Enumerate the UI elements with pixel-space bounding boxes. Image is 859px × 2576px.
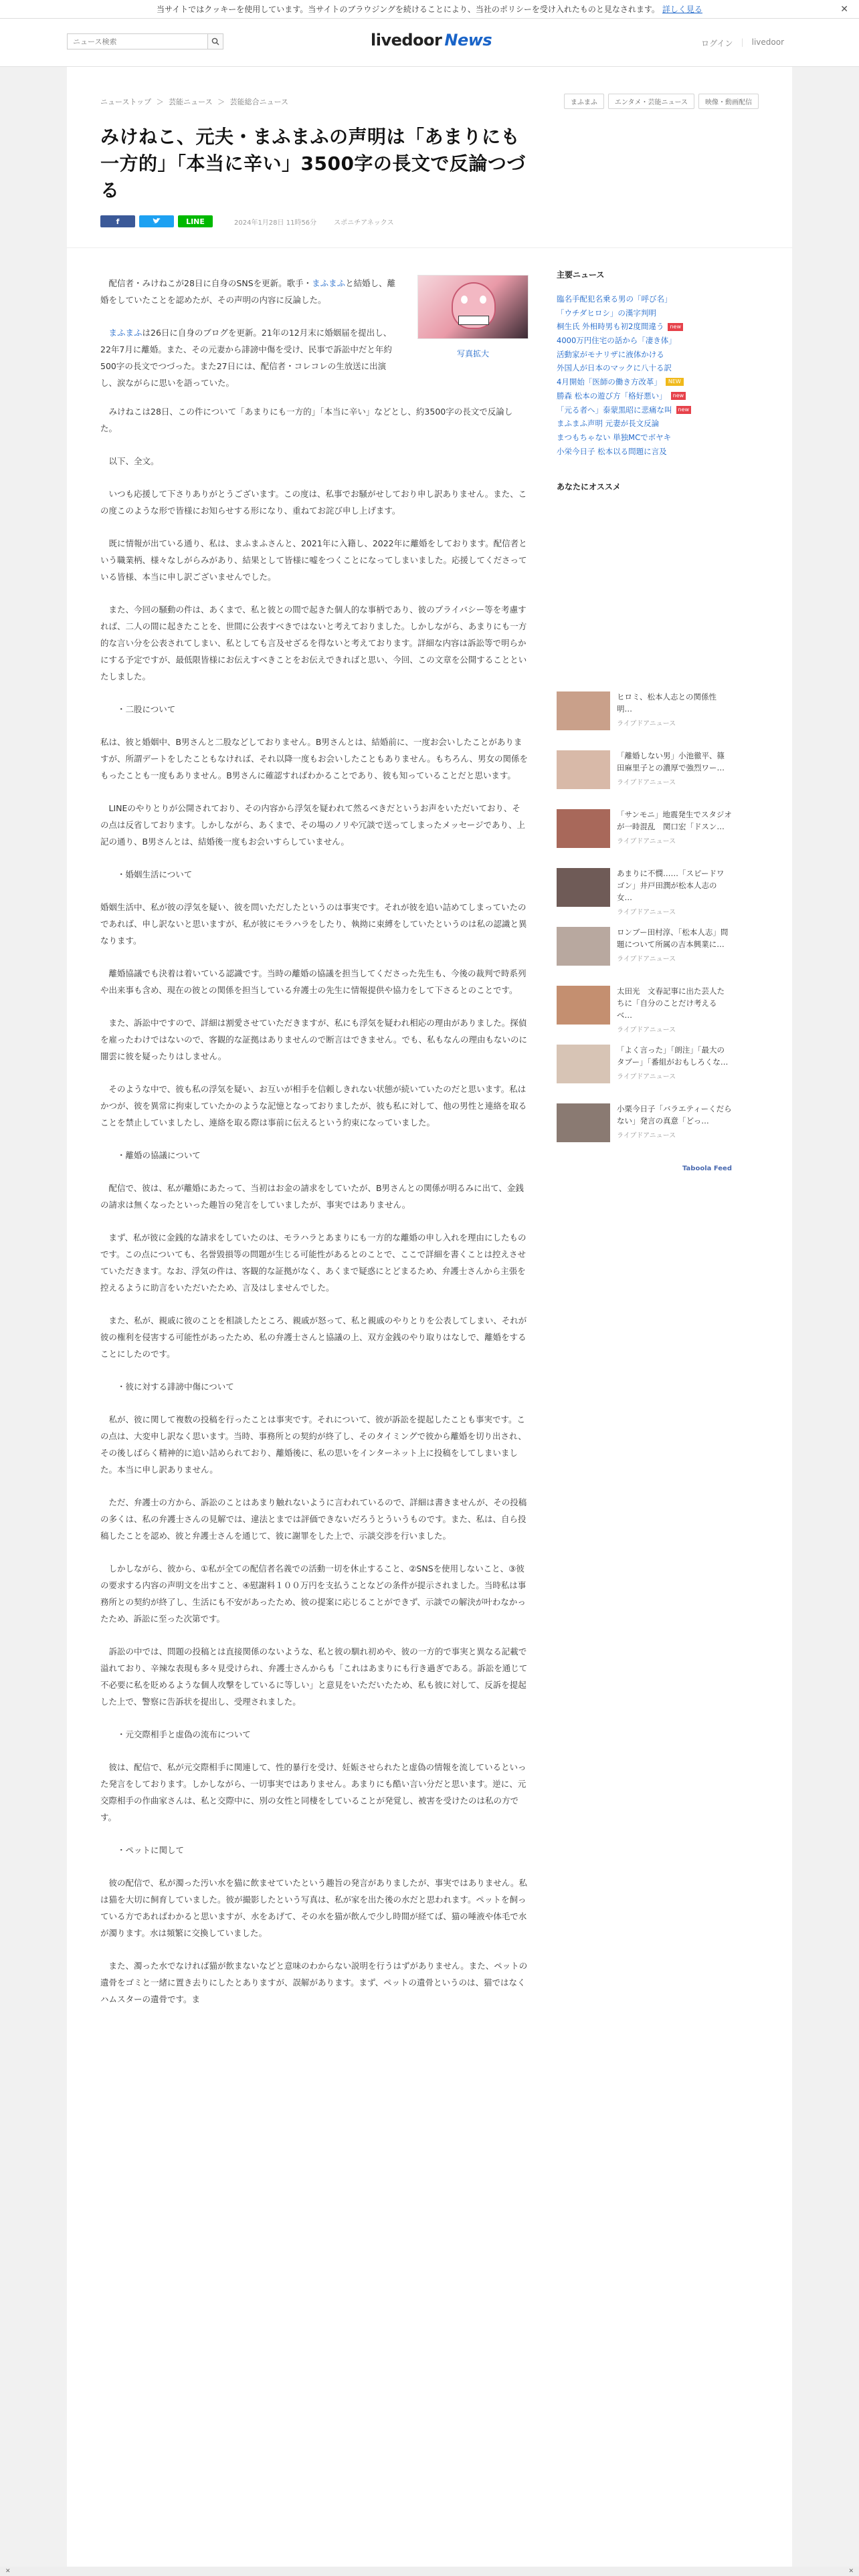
main-news-item[interactable] xyxy=(557,375,732,389)
site-logo[interactable] xyxy=(371,31,492,49)
page-container xyxy=(67,67,792,2576)
recommend-text xyxy=(617,750,732,809)
cookie-details-link[interactable]: 詳しく見る xyxy=(662,5,702,14)
livedoor-link[interactable]: livedoor xyxy=(751,37,784,47)
article-title: みけねこ、元夫・まふまふの声明は「あまりにも一方的」「本当に辛い」3500字の長文で反論つづる xyxy=(100,126,526,201)
recommend-item[interactable] xyxy=(557,750,732,809)
bird-icon xyxy=(153,218,161,225)
illustration-mask xyxy=(458,316,489,325)
article-paragraph: 以下、全文。 xyxy=(108,456,159,467)
article-paragraph: 私は、彼と婚姻中、B男さんと二股などしておりません。B男さんとは、結婚前に、一度お会いしたことがありますが、所謂デートをしたこともなければ、それ以降一度もお会いしたこともありません。もちろん、男女の関係をもったことも一度もありません。B男さんに確認すればわかることであり、彼も知っていることだと思います。 xyxy=(100,737,529,781)
article-paragraph: また、濁った水でなければ猫が飲まないなどと意味のわからない説明を行うはずがありません。また、ペットの遺骨をゴミと一緒に置き去りにしたとありますが、誤解があります。まず、ペットの遺骨というのは、猫ではなくハムスターの遺骨です。ま xyxy=(100,1961,528,2005)
main-news-item[interactable] xyxy=(557,320,732,334)
main-news-item[interactable] xyxy=(557,445,732,459)
section-heading: ・婚姻生活について xyxy=(117,869,193,880)
recommend-source: ライブドアニュース xyxy=(617,1073,676,1081)
main-news-item[interactable] xyxy=(557,389,732,403)
recommend-title[interactable]: 「サンモニ」地震発生でスタジオが一時混乱 関口宏「ドスン… xyxy=(617,810,732,832)
article-paragraph: 配信で、彼は、私が離婚にあたって、当初はお金の請求をしていたが、B男さんとの関係が明るみに出て、金銭の請求は無くなったといった趣旨の発言をしていましたが、事実ではありません。 xyxy=(100,1183,524,1210)
recommend-title[interactable]: 太田光 文春記事に出た芸人たちに「自分のことだけ考えるべ… xyxy=(617,986,725,1020)
close-icon[interactable]: ✕ xyxy=(5,2568,11,2575)
breadcrumb-sep: ＞ xyxy=(156,97,164,106)
article-image[interactable] xyxy=(417,275,529,339)
recommend-title[interactable]: ロンブー田村淳、「松本人志」問題について所属の吉本興業に… xyxy=(617,928,729,950)
recommend-title[interactable]: ヒロミ、松本人志との関係性明… xyxy=(617,692,717,714)
section-heading: ・二股について xyxy=(117,704,176,715)
facebook-share-button[interactable]: f xyxy=(100,215,135,227)
article-paragraph: 離婚協議でも決着は着いている認識です。当時の離婚の協議を担当してくださった先生も、今後の裁判で時系列や出来事も含め、現在の彼との関係を担当している弁護士の先生に情報提供や協力をして下さるとのことです。 xyxy=(100,968,527,996)
article-paragraphs xyxy=(100,403,529,2008)
close-icon[interactable]: ✕ xyxy=(848,2568,854,2575)
new-badge: NEW xyxy=(666,378,684,386)
search-button[interactable] xyxy=(207,33,223,49)
recommend-thumbnail[interactable] xyxy=(557,1103,610,1142)
recommend-item[interactable] xyxy=(557,986,732,1045)
main-news-item[interactable] xyxy=(557,348,732,362)
recommend-text xyxy=(617,1103,732,1162)
login-link[interactable]: ログイン xyxy=(701,39,733,48)
tag-item[interactable]: まふまふ xyxy=(564,94,604,109)
breadcrumb-item[interactable]: 芸能ニュース xyxy=(169,97,213,106)
main-news-title: 外国人が日本のマックに八十る訳 xyxy=(557,363,672,373)
tag-item[interactable]: 映像・動画配信 xyxy=(698,94,759,109)
recommend-source: ライブドアニュース xyxy=(617,955,676,963)
article-paragraph: 彼の配信で、私が濁った汚い水を猫に飲ませていたという趣旨の発言がありましたが、事実ではありません。私は猫を大切に飼育していました。彼が撮影したという写真は、私が家を出た後の水だと思われます。ペットを飼っている方であればわかると思いますが、水をあげて、その水を猫が飲んで少し時間が経てば、猫の唾液や体毛で水が濁ります。水は頻繁に交換していました。 xyxy=(100,1878,528,1939)
main-news-title: 臨名手配犯名乗る男の「呼び名」 xyxy=(557,294,672,304)
main-news-title: まつもちゃない 単独MCでボヤキ xyxy=(557,432,672,442)
recommend-thumbnail[interactable] xyxy=(557,809,610,848)
main-news-title: 4月開始「医師の働き方改革」 xyxy=(557,377,662,387)
logo-sub: News xyxy=(444,31,492,49)
recommend-title[interactable]: 「離婚しない男」小池徹平、篠田麻里子との濃厚で強烈ワー… xyxy=(617,751,725,773)
lead-text: 配信者・みけねこが28日に自身のSNSを更新。歌手・ xyxy=(108,278,312,289)
recommend-item[interactable] xyxy=(557,1045,732,1103)
article-paragraph: 私が、彼に関して複数の投稿を行ったことは事実です。それについて、彼が訴訟を提起したことも事実です。この点は、大変申し訳なく思います。当時、事務所との契約が終了し、そのタイミングで彼から離婚を切り出され、その後しばらく精神的に追い詰められており、離婚後に、私の思いをインターネット上に投稿をしてしまいました。本当に申し訳ありません。 xyxy=(100,1414,527,1475)
recommend-text xyxy=(617,868,732,927)
main-news-title: 桐生氏 外相時男も初2度間違う xyxy=(557,322,664,332)
taboola-feed-link[interactable]: Taboola Feed xyxy=(682,1165,732,1173)
main-news-item[interactable] xyxy=(557,431,732,445)
recommend-text xyxy=(617,986,732,1045)
recommend-source: ライブドアニュース xyxy=(617,1026,676,1034)
main-news-heading: 主要ニュース xyxy=(557,270,605,280)
bottom-bar xyxy=(0,2567,859,2576)
recommend-source: ライブドアニュース xyxy=(617,837,676,845)
recommend-item[interactable] xyxy=(557,691,732,750)
recommend-thumbnail[interactable] xyxy=(557,927,610,966)
new-badge: new xyxy=(671,392,686,400)
article-paragraph: また、訴訟中ですので、詳細は割愛させていただきますが、私にも浮気を疑われ相応の理由がありました。探偵を雇ったわけではないので、客観的な証拠はありませんので断言はできません。でも、私もなんの理由もないのに闇雲に彼を疑ったりはしません。 xyxy=(100,1018,528,1062)
breadcrumb-sep: ＞ xyxy=(217,97,225,106)
main-news-item[interactable] xyxy=(557,306,732,320)
main-news-title: まふまふ声明 元妻が長文反論 xyxy=(557,419,660,429)
recommend-heading: あなたにオススメ xyxy=(557,482,621,492)
recommend-item[interactable] xyxy=(557,868,732,927)
recommend-item[interactable] xyxy=(557,809,732,868)
recommend-title[interactable]: 「よく言った」「朗注」「最大のタブー」「番組がおもしろくな… xyxy=(617,1045,729,1067)
recommend-item[interactable] xyxy=(557,927,732,986)
main-news-title: 勝森 松本の遊び方「格好悪い」 xyxy=(557,391,667,401)
article-paragraph: まず、私が彼に金銭的な請求をしていたのは、モラハラとあまりにも一方的な離婚の申し入れを理由にしたものです。この点についても、名誉毀損等の問題が生じる可能性があるとのことで、ここで詳細を書くことは控えさせていただきます。なお、浮気の件は、客観的な証拠がなく、あくまで疑惑にとどまるため、弁護士さんから主張を控えるように助言をいただいたため、言及はしませんでした。 xyxy=(100,1232,527,1293)
main-news-item[interactable] xyxy=(557,334,732,348)
close-icon[interactable]: ✕ xyxy=(840,4,848,15)
artist-link[interactable]: まふまふ xyxy=(108,328,142,338)
article-paragraph: そのような中で、彼も私の浮気を疑い、お互いが相手を信頼しきれない状態が続いていたのだと思います。私はかつが、彼を異常に拘束していたかのような記憶となっておりましたが、彼も私に対して、他の男性と連絡を取ることを禁止していましたし、連絡を取る際は事前に伝えるという約束になっていました。 xyxy=(100,1084,527,1128)
tag-list xyxy=(564,94,759,109)
recommend-item[interactable] xyxy=(557,1103,732,1162)
line-share-button[interactable]: LINE xyxy=(178,215,213,227)
search-icon xyxy=(211,37,219,45)
main-news-item[interactable] xyxy=(557,292,732,306)
artist-link[interactable]: まふまふ xyxy=(312,278,346,289)
divider: | xyxy=(741,37,744,47)
sidebar xyxy=(557,269,732,1172)
cookie-banner xyxy=(0,0,859,19)
lead-text: は26日に自身のブログを更新。21年の12月末に婚姻届を提出し、22年7月に離婚。また、その元妻から誹謗中傷を受け、民事で訴訟中だと年約500字の長文でつづった。また27日には、配信者・コレコレの生放送に出演し、涙ながらに思いを語っていた。 xyxy=(100,328,392,389)
breadcrumb-item[interactable]: ニューストップ xyxy=(100,97,152,106)
header-links xyxy=(693,37,792,49)
breadcrumb xyxy=(100,96,291,107)
recommend-title[interactable]: 小栗今日子「バラエティーくだらない」発言の真意「どっ… xyxy=(617,1104,732,1126)
recommend-text xyxy=(617,691,732,750)
breadcrumb-item[interactable]: 芸能総合ニュース xyxy=(229,97,289,106)
main-news-item[interactable] xyxy=(557,417,732,431)
section-heading: ・元交際相手と虚偽の流布について xyxy=(117,1729,251,1740)
recommend-title[interactable]: あまりに不憫……「スピードワゴン」井戸田潤が松本人志の女… xyxy=(617,869,725,902)
recommend-source: ライブドアニュース xyxy=(617,1132,676,1140)
search-form xyxy=(67,33,223,49)
new-badge: new xyxy=(676,406,692,414)
logo-main: livedoor xyxy=(371,31,442,49)
article-paragraph: LINEのやりとりが公開されており、その内容から浮気を疑われて然るべきだというお声をいただいており、その点は反省しております。しかしながら、あくまで、その場のノリや冗談で送ってしまったメッセージであり、上記の通り、B男さんとは、結婚後一度もお会いすらしていません。 xyxy=(100,803,526,847)
article-paragraph: みけねこは28日、この件について「あまりにも一方的」「本当に辛い」などとし、約3500字の長文で反論した。 xyxy=(100,407,513,434)
article-paragraph: また、私が、親戚に彼のことを相談したところ、親戚が怒って、私と親戚のやりとりを公表してしまい、それが彼の権利を侵害する可能性があったため、私の弁護士さんと協議の上、双方金銭のやり取りはなしで、離婚をすることにしたのです。 xyxy=(100,1315,527,1360)
main-news-title: 小栄今日子 松本以る問題に言及 xyxy=(557,446,667,456)
photo-enlarge-link[interactable]: 写真拡大 xyxy=(456,349,489,359)
lead-paragraph xyxy=(100,275,401,308)
share-bar xyxy=(100,215,759,227)
main-news-list xyxy=(557,292,732,458)
recommend-thumbnail[interactable] xyxy=(557,868,610,907)
article-photo[interactable] xyxy=(417,275,529,403)
article-paragraph: ただ、弁護士の方から、訴訟のことはあまり触れないように言われているので、詳細は書きませんが、その投稿の多くは、私の弁護士さんの見解では、違法とまでは評価できないだろうとういうものです。また、私は、自ら投稿したことを認め、彼と弁護士さんを通じて、彼に謝罪をした上で、示談交渉を行いました。 xyxy=(100,1497,527,1541)
section-heading: ・彼に対する誹謗中傷について xyxy=(117,1382,234,1392)
recommend-source: ライブドアニュース xyxy=(617,720,676,728)
article-header xyxy=(67,67,792,248)
article-source[interactable]: スポニチアネックス xyxy=(334,219,394,227)
article-paragraph: 彼は、配信で、私が元交際相手に関連して、性的暴行を受け、妊娠させられたと虚偽の情報を流しているといった発言をしております。しかしながら、一切事実ではありません。あまりにも酷い言い分だと思います。逆に、元交際相手の作曲家さんは、私と交際中に、別の女性と同棲をしていることが発覚し、被害を受けたのは私の方です。 xyxy=(100,1762,527,1823)
main-news-item[interactable] xyxy=(557,403,732,417)
main-news-title: 活動家がモナリザに液体かける xyxy=(557,349,664,359)
recommend-thumbnail[interactable] xyxy=(557,750,610,789)
recommend-thumbnail[interactable] xyxy=(557,691,610,730)
article-body xyxy=(100,248,529,2024)
recommend-thumbnail[interactable] xyxy=(557,986,610,1025)
twitter-share-button[interactable] xyxy=(139,215,174,227)
main-news-title: 「元る者へ」泰蒙黒昭に悲痛な叫 xyxy=(557,405,672,415)
recommend-list xyxy=(557,691,732,1162)
article-paragraph: いつも応援して下さりありがとうございます。この度は、私事でお騒がせしており申し訳ありません。また、この度このような形で皆様にお知らせする形になり、重ねてお詫び申し上げます。 xyxy=(100,489,527,516)
site-header xyxy=(0,19,859,67)
recommend-text xyxy=(617,927,732,986)
recommend-text xyxy=(617,1045,732,1103)
publish-date: 2024年1月28日 11時56分 xyxy=(234,219,317,227)
recommend-text xyxy=(617,809,732,868)
article-paragraph: 既に情報が出ている通り、私は、まふまふさんと、2021年に入籍し、2022年に離婚をしております。配信者という職業柄、様々なしがらみがあり、結果として皆様に嘘をつくことになってしまいました。応援してくださっている皆様、本当に申し訳ございませんでした。 xyxy=(100,538,527,582)
recommend-source: ライブドアニュース xyxy=(617,908,676,916)
article-paragraph: 婚姻生活中、私が彼の浮気を疑い、彼を問いただしたというのは事実です。それが彼を追い詰めてしまっていたのであれば、申し訳ないと思いますが、私が彼にモラハラをしたり、執拗に束縛をしていたというのは私の認識と異なります。 xyxy=(100,902,527,946)
tag-item[interactable]: エンタメ・芸能ニュース xyxy=(608,94,694,109)
section-heading: ・ペットに関して xyxy=(117,1845,185,1856)
lead-paragraph xyxy=(100,324,401,391)
search-input[interactable] xyxy=(67,33,207,49)
main-news-title: 4000万円住宅の話から「凄き体」 xyxy=(557,336,676,346)
article-paragraph: また、今回の騒動の件は、あくまで、私と彼との間で起きた個人的な事柄であり、彼のプライバシー等を考慮すれば、二人の間に起きたことを、世間に公表すべきではないと考えておりました。しかしながら、あまりにも一方的な言い分を公表されてしまい、私としても言及せざるを得ないと考えております。詳細な内容は訴訟等で明らかにする予定ですが、最低限皆様にお伝えすべきことをお伝えできればと思い、今回、この文章を公開することといたしました。 xyxy=(100,605,527,682)
lead-text: と結婚し、離婚をしていたことを認めたが、その声明の内容に反論した。 xyxy=(100,278,396,306)
article-paragraph: 訴訟の中では、問題の投稿とは直接関係のないような、私と彼の馴れ初めや、彼の一方的で事実と異なる記載で溢れており、辛辣な表現も多々見受けられ、弁護士さんからも「これはあまりにも行き過ぎである。訴訟を通じて不必要に私を貶めるような個人攻撃をしているに等しい」と意見をいただいたため、私も彼に対して、反訴を提起した上で、警察に告訴状を提出し、受理されました。 xyxy=(100,1646,528,1707)
main-news-item[interactable] xyxy=(557,361,732,375)
cookie-text: 当サイトではクッキーを使用しています。当サイトのブラウジングを続けることにより、当社のポリシーを受け入れたものと見なされます。 xyxy=(157,5,660,14)
new-badge: new xyxy=(668,323,683,331)
section-heading: ・離婚の協議について xyxy=(117,1150,201,1161)
article-paragraph: しかしながら、彼から、①私が全ての配信者名義での活動一切を休止すること、②SNSを使用しないこと、③彼の要求する内容の声明文を出すこと、④慰謝料１００万円を支払うことなどの条件が提示されました。当時私は事務所との契約が終了し、生活にも不安があったため、彼の提案に応じることができず、示談での解決が叶わなかったため、訴訟に至った次第です。 xyxy=(100,1564,527,1624)
recommend-source: ライブドアニュース xyxy=(617,778,676,786)
recommend-thumbnail[interactable] xyxy=(557,1045,610,1083)
main-news-title: 「ウチダヒロシ」の漢字判明 xyxy=(557,308,656,318)
